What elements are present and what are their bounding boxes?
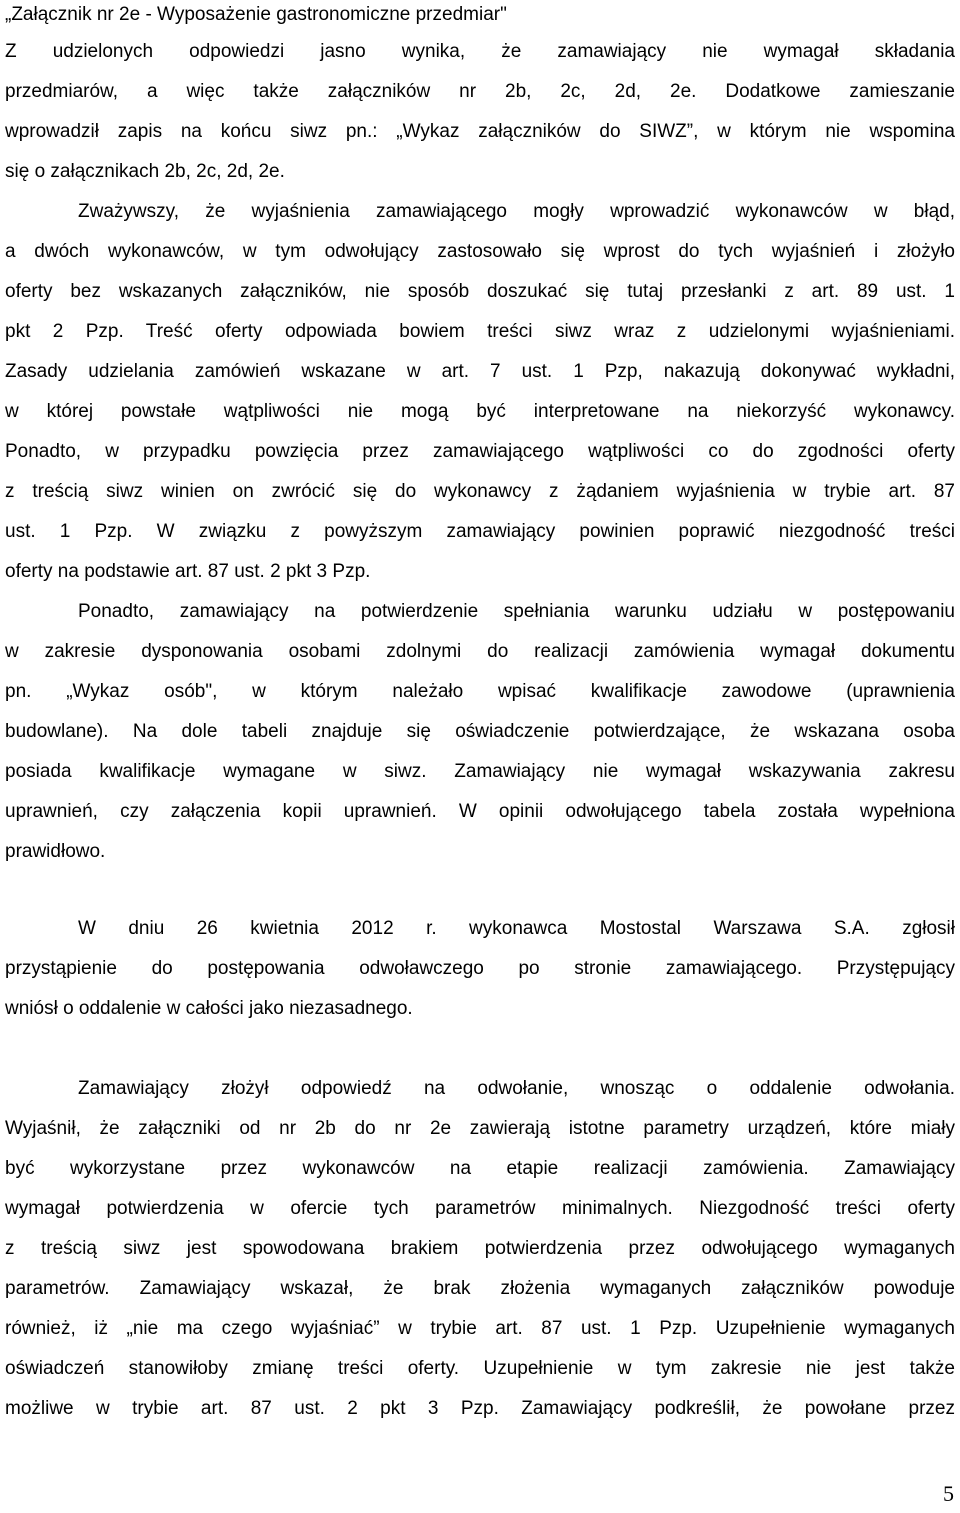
text-line: pkt 2 Pzp. Treść oferty odpowiada bowiem treści siwz wraz z udzielonymi wyjaśnieniami.: [5, 321, 955, 342]
document-page: [5, 0, 955, 1513]
text-line: Ponadto, zamawiający na potwierdzenie spełniania warunku udziału w postępowaniu: [78, 601, 955, 622]
text-line: Zasady udzielania zamówień wskazane w art. 7 ust. 1 Pzp, nakazują dokonywać wykładni,: [5, 361, 955, 382]
text-line: Wyjaśnił, że załączniki od nr 2b do nr 2e zawierają istotne parametry urządzeń, które miały: [5, 1118, 955, 1139]
text-line: oświadczeń stanowiłoby zmianę treści oferty. Uzupełnienie w tym zakresie nie jest także: [5, 1358, 955, 1379]
text-line: parametrów. Zamawiający wskazał, że brak złożenia wymaganych załączników powoduje: [5, 1278, 955, 1299]
text-line: przystąpienie do postępowania odwoławczego po stronie zamawiającego. Przystępujący: [5, 958, 955, 979]
text-line: być wykorzystane przez wykonawców na etapie realizacji zamówienia. Zamawiający: [5, 1158, 955, 1179]
text-line: prawidłowo.: [5, 841, 106, 862]
text-line: wprowadził zapis na końcu siwz pn.: „Wykaz załączników do SIWZ”, w którym nie wspomina: [5, 121, 955, 142]
text-line: ust. 1 Pzp. W związku z powyższym zamawiający powinien poprawić niezgodność treści: [5, 521, 955, 542]
text-line: możliwe w trybie art. 87 ust. 2 pkt 3 Pzp. Zamawiający podkreślił, że powołane przez: [5, 1398, 955, 1419]
text-line: z treścią siwz winien on zwrócić się do wykonawcy z żądaniem wyjaśnienia w trybie art. 87: [5, 481, 955, 502]
text-line: w której powstałe wątpliwości nie mogą być interpretowane na niekorzyść wykonawcy.: [5, 401, 955, 422]
text-line: pn. „Wykaz osób", w którym należało wpisać kwalifikacje zawodowe (uprawnienia: [5, 681, 955, 702]
text-line: również, iż „nie ma czego wyjaśniać” w trybie art. 87 ust. 1 Pzp. Uzupełnienie wymaganych: [5, 1318, 955, 1339]
text-line: Zamawiający złożył odpowiedź na odwołanie, wnosząc o oddalenie odwołania.: [78, 1078, 955, 1099]
text-line: z treścią siwz jest spowodowana brakiem potwierdzenia przez odwołującego wymaganych: [5, 1238, 955, 1259]
text-line: przedmiarów, a więc także załączników nr 2b, 2c, 2d, 2e. Dodatkowe zamieszanie: [5, 81, 955, 102]
text-line: w zakresie dysponowania osobami zdolnymi do realizacji zamówienia wymagał dokumentu: [5, 641, 955, 662]
text-line: W dniu 26 kwietnia 2012 r. wykonawca Mostostal Warszawa S.A. zgłosił: [78, 918, 955, 939]
text-line: „Załącznik nr 2e - Wyposażenie gastronomiczne przedmiar": [5, 4, 507, 25]
text-line: wniósł o oddalenie w całości jako niezasadnego.: [5, 998, 413, 1019]
text-line: Z udzielonych odpowiedzi jasno wynika, że zamawiający nie wymagał składania: [5, 41, 955, 62]
text-line: a dwóch wykonawców, w tym odwołujący zastosowało się wprost do tych wyjaśnień i złożyło: [5, 241, 955, 262]
text-line: oferty bez wskazanych załączników, nie sposób doszukać się tutaj przesłanki z art. 89 ust. 1: [5, 281, 955, 302]
text-line: Zważywszy, że wyjaśnienia zamawiającego mogły wprowadzić wykonawców w błąd,: [78, 201, 955, 222]
text-line: uprawnień, czy załączenia kopii uprawnień. W opinii odwołującego tabela została wypełniona: [5, 801, 955, 822]
text-line: oferty na podstawie art. 87 ust. 2 pkt 3 Pzp.: [5, 561, 371, 582]
text-line: wymagał potwierdzenia w ofercie tych parametrów minimalnych. Niezgodność treści oferty: [5, 1198, 955, 1219]
page-number: 5: [943, 1481, 954, 1506]
text-line: budowlane). Na dole tabeli znajduje się oświadczenie potwierdzające, że wskazana osoba: [5, 721, 955, 742]
text-line: się o załącznikach 2b, 2c, 2d, 2e.: [5, 161, 285, 182]
text-line: Ponadto, w przypadku powzięcia przez zamawiającego wątpliwości co do zgodności oferty: [5, 441, 955, 462]
text-line: posiada kwalifikacje wymagane w siwz. Zamawiający nie wymagał wskazywania zakresu: [5, 761, 955, 782]
